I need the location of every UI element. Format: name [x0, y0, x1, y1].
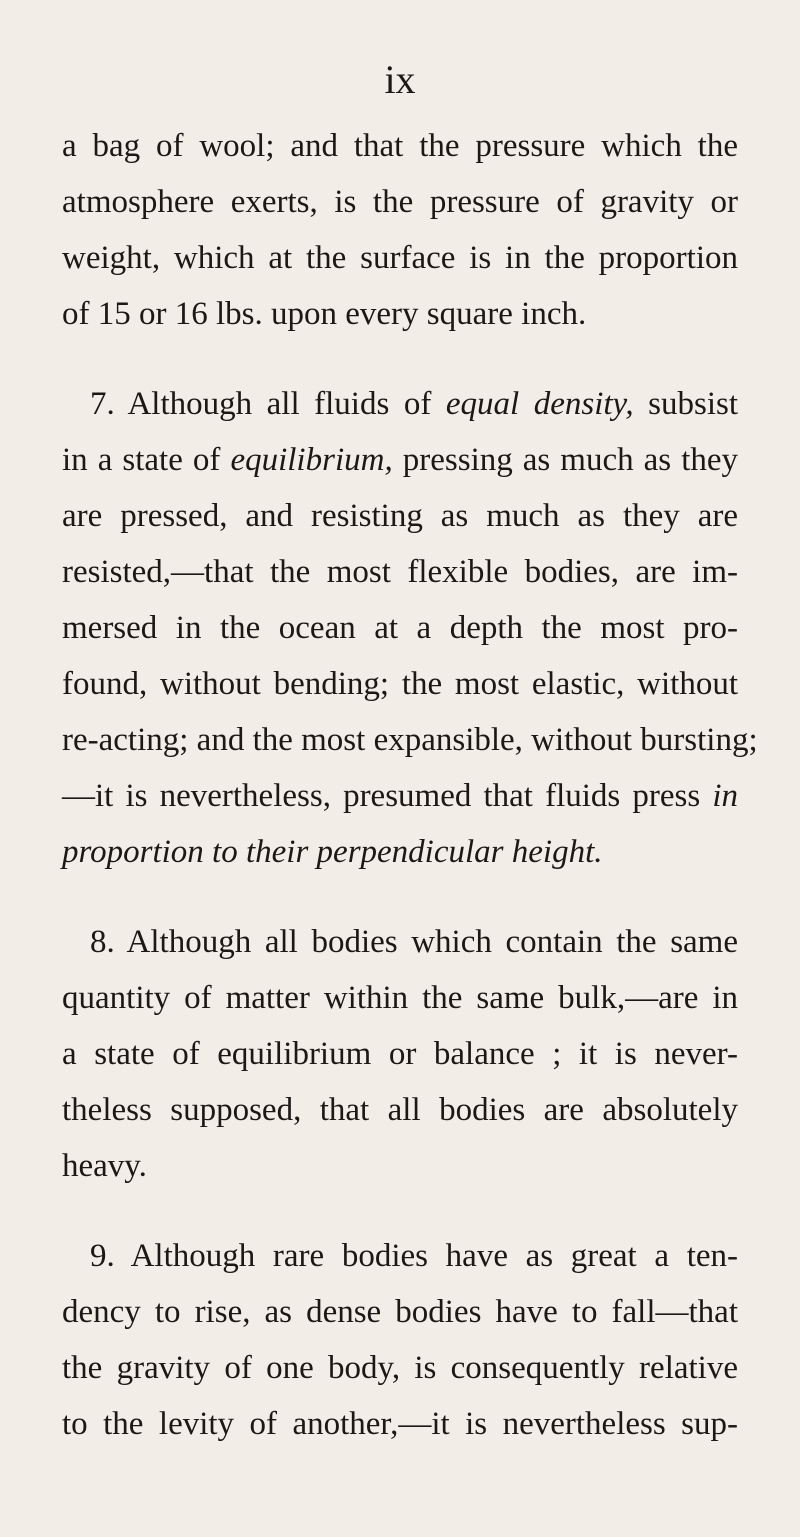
text-line: mersed in the ocean at a depth the most pro- — [62, 610, 738, 646]
text-line: 8. Although all bodies which contain the same — [90, 924, 738, 960]
page-number: ix — [384, 57, 416, 102]
text-line: in a state of equilibrium, pressing as much as they — [62, 442, 739, 478]
text-line: weight, which at the surface is in the proportion — [62, 240, 738, 276]
text-line: —it is nevertheless, presumed that fluids press in — [62, 778, 738, 814]
text-line: found, without bending; the most elastic, without — [62, 666, 738, 702]
text-line: 9. Although rare bodies have as great a ten- — [90, 1238, 738, 1274]
text-line: to the levity of another,—it is nevertheless sup- — [62, 1406, 738, 1442]
text-line: the gravity of one body, is consequently relative — [62, 1350, 738, 1386]
text-line: a bag of wool; and that the pressure which the — [62, 128, 738, 164]
text-line: quantity of matter within the same bulk,—are in — [62, 980, 738, 1016]
text-line: resisted,—that the most flexible bodies, are im- — [62, 554, 738, 590]
text-line: heavy. — [62, 1148, 147, 1184]
text-line: theless supposed, that all bodies are absolutely — [62, 1092, 738, 1128]
text-line: a state of equilibrium or balance ; it is never- — [62, 1036, 738, 1072]
text-line: 7. Although all fluids of equal density, subsist — [90, 386, 739, 422]
text-line: of 15 or 16 lbs. upon every square inch. — [62, 296, 587, 332]
text-line: atmosphere exerts, is the pressure of gravity or — [62, 184, 738, 220]
text-line: are pressed, and resisting as much as they are — [62, 498, 738, 534]
text-line: re-acting; and the most expansible, without bursting; — [62, 722, 758, 758]
text-line: dency to rise, as dense bodies have to fall—that — [62, 1294, 738, 1330]
text-line: proportion to their perpendicular height. — [62, 834, 603, 870]
